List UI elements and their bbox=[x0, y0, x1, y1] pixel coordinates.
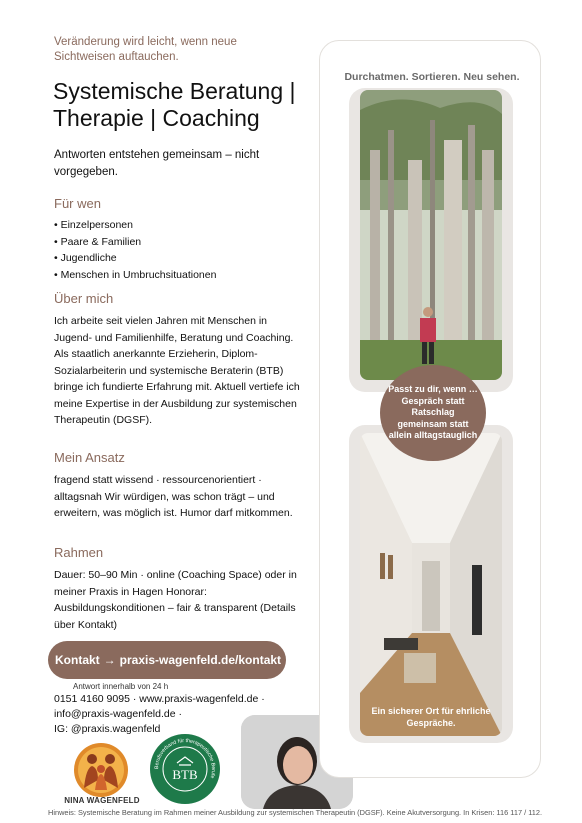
fit-bubble: Passt zu dir, wenn … Gespräch statt Ratschlag gemeinsam statt allein alltagstauglich bbox=[380, 365, 486, 461]
tagline: Veränderung wird leicht, wenn neue Sichtweisen auftauchen. bbox=[54, 36, 237, 63]
about-text: Ich arbeite seit vielen Jahren mit Menschen in Jugend- und Familienhilfe, Beratung und Coaching. Als staatlich anerkannte Erzieherin, Diplom-Sozialarbeiterin und systemische Beraterin (BTB) bringe ich fundierte Erfahrung mit. Aktuell vertiefe ich meine Expertise in der Ausbildung zur systemischen Therapeutin (DGSF). bbox=[54, 315, 300, 426]
footer-note: Hinweis: Systemische Beratung im Rahmen meiner Ausbildung zur systemischen Therapeutin (DGSF). Keine Akutversorgung. In Krisen: 116 117 / 112. bbox=[48, 808, 543, 817]
lead-text: Antworten entstehen gemeinsam – nicht vorgegeben. bbox=[54, 149, 260, 178]
hallway-caption: Ein sicherer Ort für ehrliche Gespräche. bbox=[371, 706, 491, 728]
arrow-right-icon: → bbox=[103, 653, 116, 667]
btb-label: BTB bbox=[172, 767, 198, 782]
contact-label: Kontakt bbox=[55, 653, 100, 667]
btb-seal-icon bbox=[149, 733, 221, 805]
family-logo-icon bbox=[70, 742, 132, 798]
btb-seal bbox=[149, 733, 221, 805]
contact-url: praxis-wagenfeld.de/kontakt bbox=[119, 653, 282, 667]
heading-ansatz: Mein Ansatz bbox=[54, 450, 125, 465]
heading-ueber-mich: Über mich bbox=[54, 291, 114, 306]
page-title: Systemische Beratung | Therapie | Coaching bbox=[53, 78, 296, 131]
audience-list bbox=[54, 217, 216, 283]
panel-heading: Durchatmen. Sortieren. Neu sehen. bbox=[344, 71, 520, 83]
photo-hallway bbox=[360, 433, 502, 736]
approach-text: fragend statt wissend · ressourcenorientiert · alltagsnah Wir würdigen, was schon trägt – und erweitern, was möglich ist. Humor darf mitkommen. bbox=[54, 474, 293, 519]
photo-trees bbox=[360, 90, 502, 380]
contact-button[interactable] bbox=[48, 641, 286, 679]
list-item: • Menschen in Umbruchsituationen bbox=[54, 267, 216, 284]
hallway-photo bbox=[360, 433, 502, 736]
list-item: • Paare & Familien bbox=[54, 234, 216, 251]
instagram-line: IG: @praxis.wagenfeld bbox=[54, 723, 161, 735]
list-item: • Jugendliche bbox=[54, 250, 216, 267]
response-note: Antwort innerhalb von 24 h bbox=[73, 682, 169, 691]
framework-text: Dauer: 50–90 Min · online (Coaching Space) oder in meiner Praxis in Hagen Honorar: Ausbildungskonditionen – fair & transparent (Details über Kontakt) bbox=[54, 569, 297, 631]
heading-fuer-wen: Für wen bbox=[54, 196, 101, 211]
brand-name: NINA WAGENFELD bbox=[64, 796, 140, 805]
heading-rahmen: Rahmen bbox=[54, 545, 104, 560]
brand-logo bbox=[70, 742, 132, 803]
banyan-tree-photo bbox=[360, 90, 502, 380]
list-item: • Einzelpersonen bbox=[54, 217, 216, 234]
btb-ring-text: Berufsverband für therapeutische Berufe bbox=[153, 737, 217, 780]
email-line: info@praxis-wagenfeld.de · bbox=[54, 708, 182, 720]
phone-website-line: 0151 4160 9095 · www.praxis-wagenfeld.de · bbox=[54, 693, 265, 705]
